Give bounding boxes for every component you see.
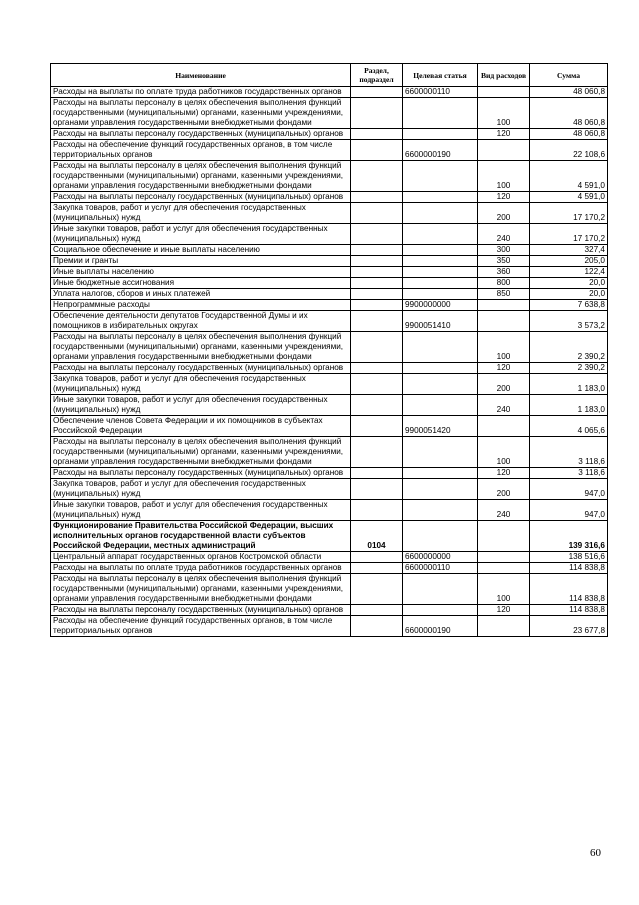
row-target <box>403 289 478 300</box>
row-type <box>478 616 530 637</box>
table-row <box>51 574 608 605</box>
row-name: Расходы на выплаты персоналу в целях обеспечения выполнения функций государственными (муниципальными) органами, казенными учреждениями, органами управления государственными внебюджетными фондами <box>51 574 351 605</box>
row-name: Обеспечение членов Совета Федерации и их помощников в субъектах Российской Федерации <box>51 416 351 437</box>
row-name: Иные выплаты населению <box>51 267 351 278</box>
row-name: Расходы на выплаты персоналу государственных (муниципальных) органов <box>51 468 351 479</box>
row-target <box>403 256 478 267</box>
row-name: Закупка товаров, работ и услуг для обеспечения государственных (муниципальных) нужд <box>51 479 351 500</box>
row-target: 9900000000 <box>403 300 478 311</box>
row-target <box>403 468 478 479</box>
table-row <box>51 256 608 267</box>
row-sum: 122,4 <box>530 267 608 278</box>
row-name: Социальное обеспечение и иные выплаты населению <box>51 245 351 256</box>
row-sum: 48 060,8 <box>530 87 608 98</box>
row-target <box>403 500 478 521</box>
row-section <box>351 552 403 563</box>
row-target <box>403 129 478 140</box>
row-type: 100 <box>478 332 530 363</box>
row-type: 850 <box>478 289 530 300</box>
row-type: 240 <box>478 500 530 521</box>
table-row <box>51 332 608 363</box>
row-target: 9900051420 <box>403 416 478 437</box>
row-target <box>403 605 478 616</box>
row-type: 300 <box>478 245 530 256</box>
row-sum: 2 390,2 <box>530 332 608 363</box>
table-row <box>51 563 608 574</box>
row-name: Расходы на выплаты персоналу в целях обеспечения выполнения функций государственными (муниципальными) органами, казенными учреждениями, органами управления государственными внебюджетными фондами <box>51 437 351 468</box>
row-sum: 4 065,6 <box>530 416 608 437</box>
row-type: 360 <box>478 267 530 278</box>
row-name: Расходы на выплаты персоналу государственных (муниципальных) органов <box>51 129 351 140</box>
row-sum: 205,0 <box>530 256 608 267</box>
row-target <box>403 395 478 416</box>
row-type <box>478 300 530 311</box>
row-section <box>351 129 403 140</box>
row-sum: 17 170,2 <box>530 203 608 224</box>
row-target <box>403 245 478 256</box>
row-target: 9900051410 <box>403 311 478 332</box>
row-target <box>403 374 478 395</box>
row-section <box>351 605 403 616</box>
row-name: Закупка товаров, работ и услуг для обеспечения государственных (муниципальных) нужд <box>51 203 351 224</box>
row-section <box>351 192 403 203</box>
row-name: Расходы на выплаты персоналу государственных (муниципальных) органов <box>51 192 351 203</box>
row-sum: 17 170,2 <box>530 224 608 245</box>
row-sum: 48 060,8 <box>530 98 608 129</box>
row-type <box>478 552 530 563</box>
row-section <box>351 161 403 192</box>
row-section <box>351 300 403 311</box>
row-target: 6600000190 <box>403 616 478 637</box>
table-row <box>51 267 608 278</box>
table-row <box>51 437 608 468</box>
row-sum: 4 591,0 <box>530 192 608 203</box>
row-sum: 114 838,8 <box>530 563 608 574</box>
row-target <box>403 479 478 500</box>
table-row <box>51 278 608 289</box>
row-sum: 20,0 <box>530 289 608 300</box>
row-section: 0104 <box>351 521 403 552</box>
row-section <box>351 363 403 374</box>
row-target <box>403 192 478 203</box>
row-type: 100 <box>478 161 530 192</box>
row-type: 200 <box>478 479 530 500</box>
row-name: Расходы на выплаты персоналу государственных (муниципальных) органов <box>51 605 351 616</box>
row-sum: 114 838,8 <box>530 605 608 616</box>
row-section <box>351 563 403 574</box>
row-target <box>403 161 478 192</box>
header-section: Раздел, подраздел <box>351 64 403 87</box>
row-target <box>403 574 478 605</box>
row-target <box>403 363 478 374</box>
row-name: Функционирование Правительства Российской Федерации, высших исполнительных органов государственной власти субъектов Российской Федерации, местных администраций <box>51 521 351 552</box>
row-name: Непрограммные расходы <box>51 300 351 311</box>
row-target <box>403 437 478 468</box>
row-section <box>351 98 403 129</box>
header-name: Наименование <box>51 64 351 87</box>
table-row <box>51 300 608 311</box>
table-row <box>51 129 608 140</box>
row-sum: 3 573,2 <box>530 311 608 332</box>
row-section <box>351 416 403 437</box>
row-sum: 3 118,6 <box>530 437 608 468</box>
row-sum: 1 183,0 <box>530 374 608 395</box>
row-sum: 1 183,0 <box>530 395 608 416</box>
row-target <box>403 224 478 245</box>
row-section <box>351 278 403 289</box>
row-target <box>403 521 478 552</box>
table-row <box>51 245 608 256</box>
table-row <box>51 616 608 637</box>
row-name: Иные бюджетные ассигнования <box>51 278 351 289</box>
row-type: 120 <box>478 192 530 203</box>
table-row <box>51 521 608 552</box>
table-row <box>51 363 608 374</box>
row-type: 120 <box>478 129 530 140</box>
row-target <box>403 267 478 278</box>
table-row <box>51 479 608 500</box>
row-type <box>478 521 530 552</box>
table-row <box>51 605 608 616</box>
row-type: 120 <box>478 468 530 479</box>
row-type <box>478 87 530 98</box>
row-name: Расходы на обеспечение функций государственных органов, в том числе территориальных органов <box>51 616 351 637</box>
row-name: Обеспечение деятельности депутатов Государственной Думы и их помощников в избирательных округах <box>51 311 351 332</box>
row-sum: 3 118,6 <box>530 468 608 479</box>
row-name: Расходы на выплаты персоналу в целях обеспечения выполнения функций государственными (муниципальными) органами, казенными учреждениями, органами управления государственными внебюджетными фондами <box>51 161 351 192</box>
row-section <box>351 374 403 395</box>
row-section <box>351 332 403 363</box>
row-type: 800 <box>478 278 530 289</box>
row-sum: 327,4 <box>530 245 608 256</box>
row-type: 120 <box>478 363 530 374</box>
row-name: Иные закупки товаров, работ и услуг для обеспечения государственных (муниципальных) нужд <box>51 395 351 416</box>
row-section <box>351 500 403 521</box>
table-row <box>51 552 608 563</box>
row-target: 6600000110 <box>403 563 478 574</box>
row-target <box>403 278 478 289</box>
row-sum: 20,0 <box>530 278 608 289</box>
row-target: 6600000190 <box>403 140 478 161</box>
row-sum: 947,0 <box>530 479 608 500</box>
row-type: 120 <box>478 605 530 616</box>
table-row <box>51 87 608 98</box>
table-row <box>51 395 608 416</box>
row-section <box>351 245 403 256</box>
page-number: 60 <box>590 847 601 859</box>
row-section <box>351 395 403 416</box>
table-row <box>51 161 608 192</box>
row-type <box>478 140 530 161</box>
row-section <box>351 267 403 278</box>
row-name: Премии и гранты <box>51 256 351 267</box>
row-section <box>351 479 403 500</box>
table-body <box>51 87 608 637</box>
row-name: Расходы на обеспечение функций государственных органов, в том числе территориальных органов <box>51 140 351 161</box>
row-section <box>351 87 403 98</box>
row-section <box>351 289 403 300</box>
row-sum: 139 316,6 <box>530 521 608 552</box>
row-type: 100 <box>478 574 530 605</box>
row-section <box>351 574 403 605</box>
row-target <box>403 332 478 363</box>
table-row <box>51 224 608 245</box>
row-sum: 4 591,0 <box>530 161 608 192</box>
row-name: Уплата налогов, сборов и иных платежей <box>51 289 351 300</box>
table-row <box>51 289 608 300</box>
row-type: 200 <box>478 203 530 224</box>
table-row <box>51 468 608 479</box>
row-name: Центральный аппарат государственных органов Костромской области <box>51 552 351 563</box>
row-section <box>351 140 403 161</box>
row-sum: 114 838,8 <box>530 574 608 605</box>
header-type: Вид расходов <box>478 64 530 87</box>
table-row <box>51 311 608 332</box>
row-name: Расходы на выплаты по оплате труда работников государственных органов <box>51 87 351 98</box>
row-name: Расходы на выплаты по оплате труда работников государственных органов <box>51 563 351 574</box>
row-name: Расходы на выплаты персоналу в целях обеспечения выполнения функций государственными (муниципальными) органами, казенными учреждениями, органами управления государственными внебюджетными фондами <box>51 98 351 129</box>
table-row <box>51 416 608 437</box>
row-target: 6600000110 <box>403 87 478 98</box>
row-target <box>403 203 478 224</box>
row-sum: 7 638,8 <box>530 300 608 311</box>
row-sum: 48 060,8 <box>530 129 608 140</box>
table-row <box>51 374 608 395</box>
row-section <box>351 468 403 479</box>
row-section <box>351 256 403 267</box>
row-type: 100 <box>478 437 530 468</box>
budget-table <box>50 63 608 637</box>
row-type: 240 <box>478 395 530 416</box>
row-name: Иные закупки товаров, работ и услуг для обеспечения государственных (муниципальных) нужд <box>51 500 351 521</box>
row-sum: 2 390,2 <box>530 363 608 374</box>
row-target <box>403 98 478 129</box>
row-name: Закупка товаров, работ и услуг для обеспечения государственных (муниципальных) нужд <box>51 374 351 395</box>
row-type: 350 <box>478 256 530 267</box>
row-type <box>478 311 530 332</box>
row-sum: 138 516,6 <box>530 552 608 563</box>
row-type <box>478 563 530 574</box>
row-name: Иные закупки товаров, работ и услуг для обеспечения государственных (муниципальных) нужд <box>51 224 351 245</box>
table-row <box>51 192 608 203</box>
table-row <box>51 140 608 161</box>
row-section <box>351 224 403 245</box>
table-header-row <box>51 64 608 87</box>
table-row <box>51 98 608 129</box>
row-section <box>351 311 403 332</box>
row-section <box>351 203 403 224</box>
table-row <box>51 500 608 521</box>
row-name: Расходы на выплаты персоналу государственных (муниципальных) органов <box>51 363 351 374</box>
header-sum: Сумма <box>530 64 608 87</box>
row-sum: 23 677,8 <box>530 616 608 637</box>
table-row <box>51 203 608 224</box>
row-section <box>351 616 403 637</box>
row-sum: 947,0 <box>530 500 608 521</box>
row-section <box>351 437 403 468</box>
row-name: Расходы на выплаты персоналу в целях обеспечения выполнения функций государственными (муниципальными) органами, казенными учреждениями, органами управления государственными внебюджетными фондами <box>51 332 351 363</box>
row-sum: 22 108,6 <box>530 140 608 161</box>
row-type: 200 <box>478 374 530 395</box>
header-target: Целевая статья <box>403 64 478 87</box>
row-type: 240 <box>478 224 530 245</box>
row-target: 6600000000 <box>403 552 478 563</box>
row-type <box>478 416 530 437</box>
row-type: 100 <box>478 98 530 129</box>
